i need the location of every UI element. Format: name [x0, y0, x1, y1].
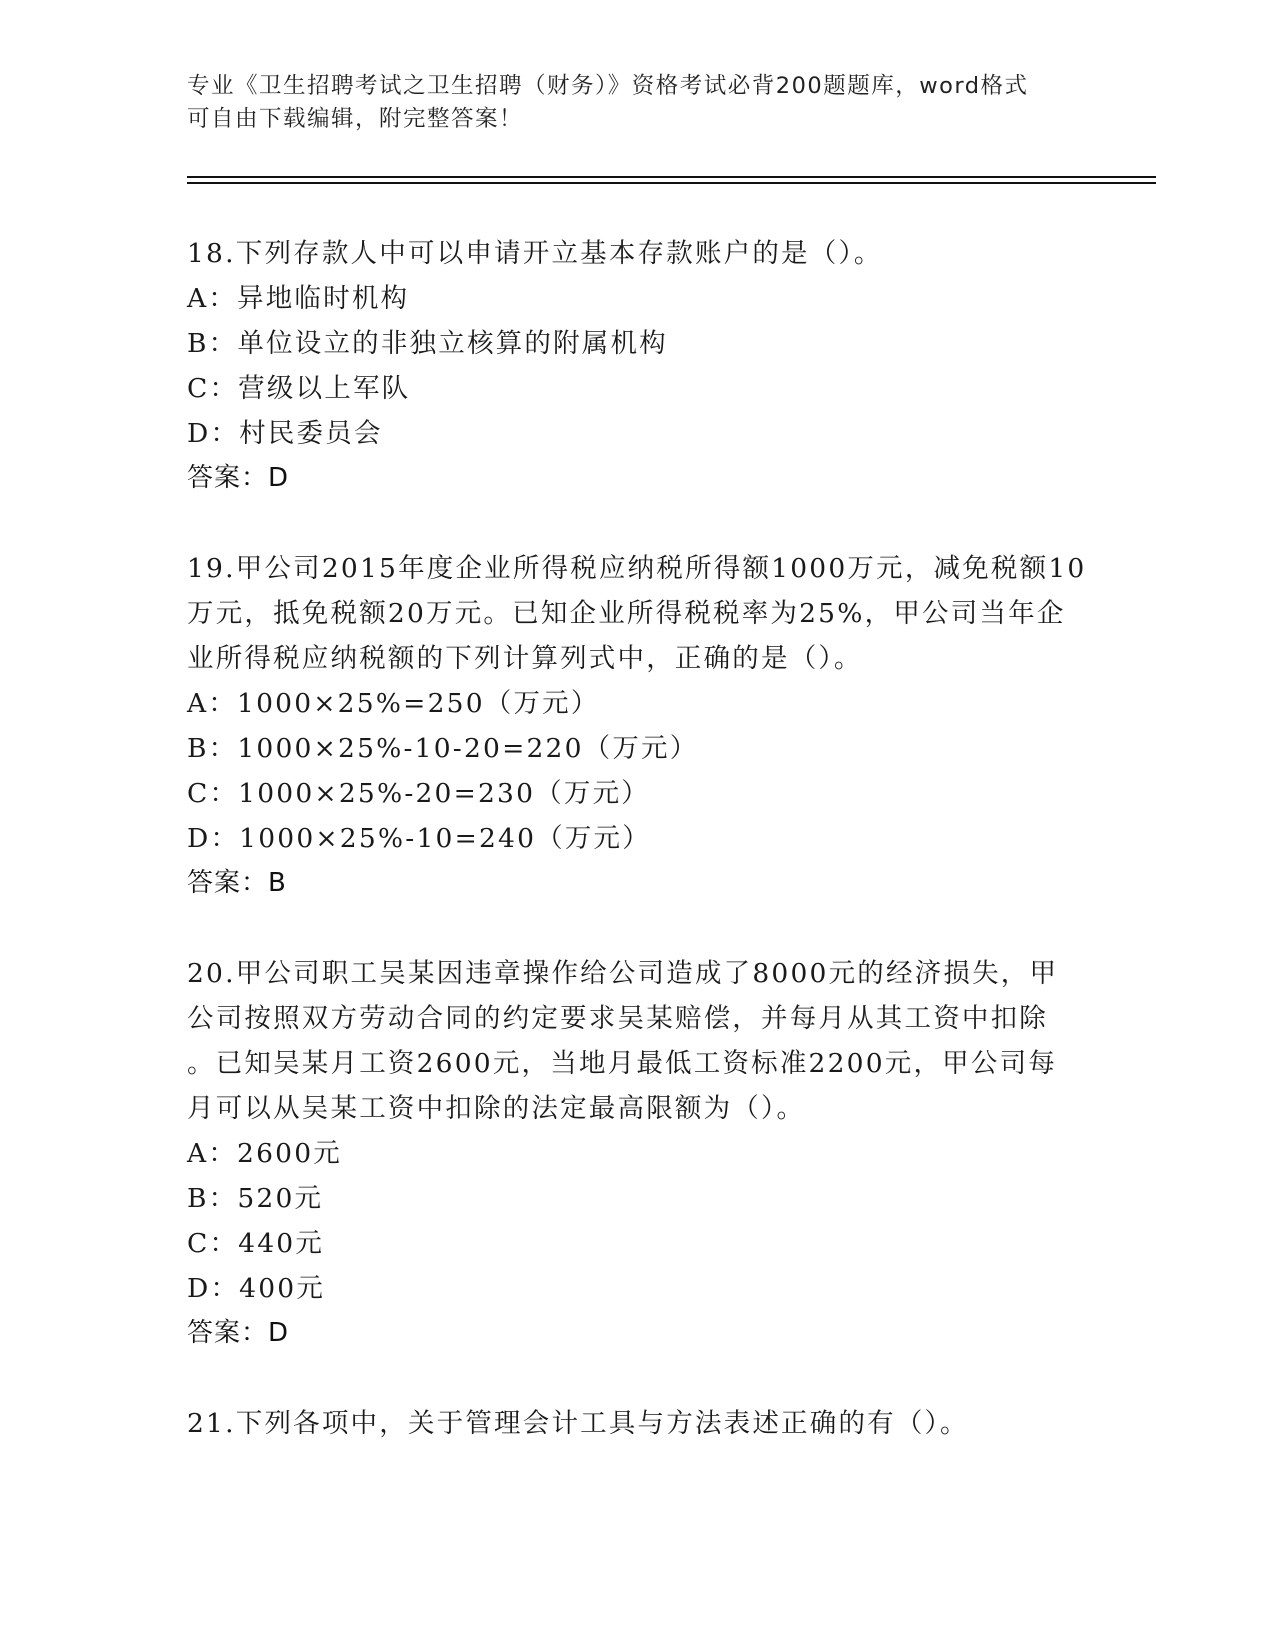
question-18 — [187, 231, 1087, 501]
question-stem: 20.甲公司职工吴某因违章操作给公司造成了8000元的经济损失，甲 — [187, 958, 1059, 989]
question-stem: 。已知吴某月工资2600元，当地月最低工资标准2200元，甲公司每 — [187, 1048, 1057, 1079]
question-list — [187, 231, 1087, 1491]
question-21 — [187, 1401, 1087, 1446]
question-stem: 19.甲公司2015年度企业所得税应纳税所得额1000万元，减免税额10 — [187, 553, 1087, 584]
question-stem: 月可以从吴某工资中扣除的法定最高限额为（）。 — [187, 1093, 806, 1124]
question-19 — [187, 546, 1087, 906]
question-stem: 21.下列各项中，关于管理会计工具与方法表述正确的有（）。 — [187, 1408, 969, 1439]
document-header — [187, 70, 1067, 136]
option-d: D：1000×25%-10=240（万元） — [187, 823, 651, 854]
option-d: D：400元 — [187, 1273, 326, 1304]
question-20 — [187, 951, 1087, 1356]
option-c: C：1000×25%-20=230（万元） — [187, 778, 650, 809]
option-c: C：440元 — [187, 1228, 325, 1259]
header-line: 可自由下载编辑，附完整答案！ — [187, 106, 524, 132]
option-a: A：2600元 — [187, 1138, 342, 1169]
answer: 答案：D — [187, 463, 290, 493]
option-b: B：单位设立的非独立核算的附属机构 — [187, 328, 668, 359]
option-b: B：520元 — [187, 1183, 324, 1214]
header-line: 专业《卫生招聘考试之卫生招聘（财务）》资格考试必背200题题库，word格式 — [187, 73, 1029, 99]
option-c: C：营级以上军队 — [187, 373, 411, 404]
answer: 答案：B — [187, 868, 287, 898]
option-b: B：1000×25%-10-20=220（万元） — [187, 733, 699, 764]
answer: 答案：D — [187, 1318, 290, 1348]
question-stem: 公司按照双方劳动合同的约定要求吴某赔偿，并每月从其工资中扣除 — [187, 1003, 1048, 1034]
option-a: A：异地临时机构 — [187, 283, 410, 314]
option-a: A：1000×25%=250（万元） — [187, 688, 600, 719]
header-divider-bottom — [187, 182, 1156, 184]
option-d: D：村民委员会 — [187, 418, 383, 449]
question-stem: 18.下列存款人中可以申请开立基本存款账户的是（）。 — [187, 238, 883, 269]
question-stem: 业所得税应纳税额的下列计算列式中，正确的是（）。 — [187, 643, 863, 674]
question-stem: 万元，抵免税额20万元。已知企业所得税税率为25%，甲公司当年企 — [187, 598, 1066, 629]
header-divider-top — [187, 176, 1156, 178]
